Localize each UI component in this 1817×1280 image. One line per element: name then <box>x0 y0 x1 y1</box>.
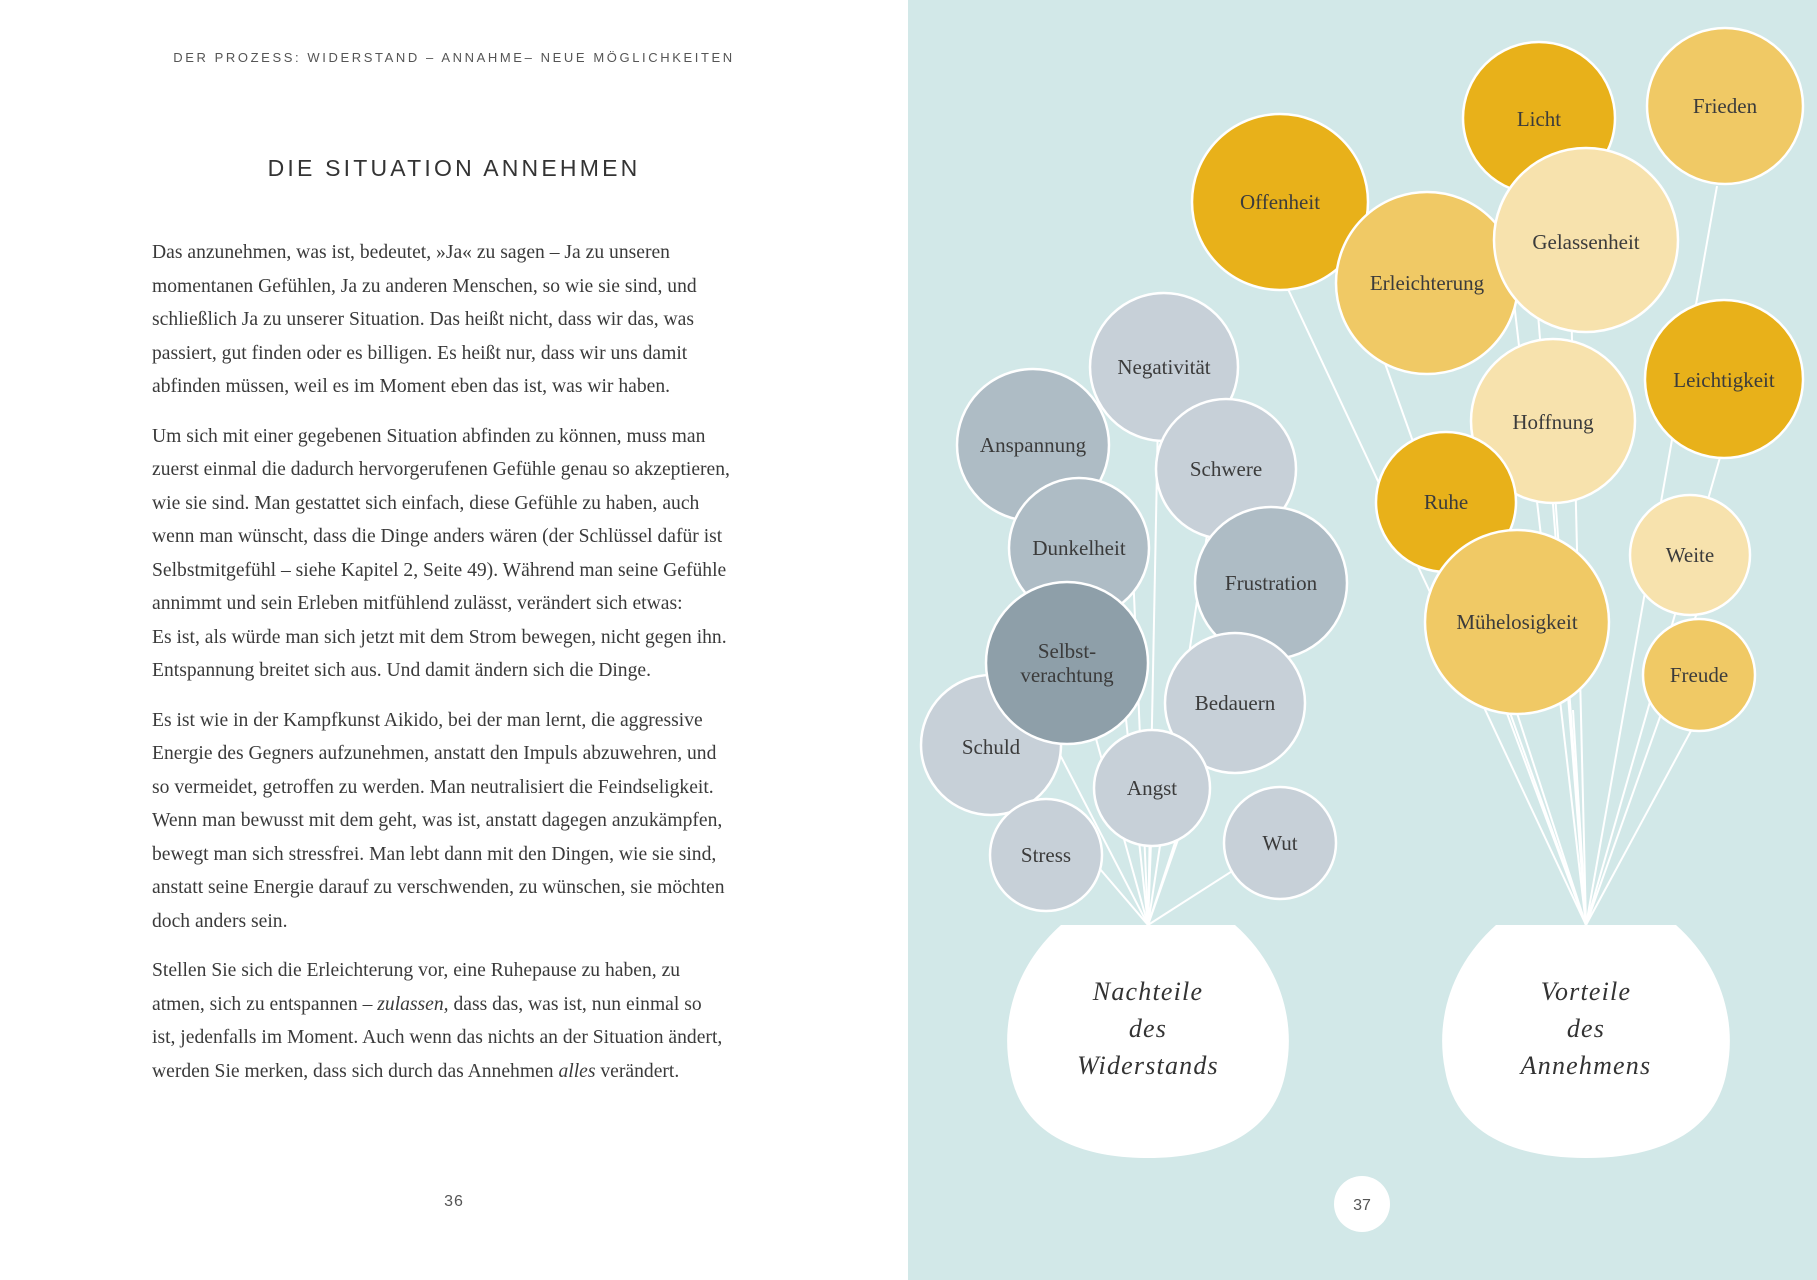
bubble-label: Ruhe <box>1423 490 1469 514</box>
paragraph-4 <box>152 954 762 1088</box>
bubble-wut <box>1224 787 1336 899</box>
bubble-muehelosigkeit <box>1425 530 1609 714</box>
text-line: passiert, gut finden oder es billigen. Es heißt nur, dass wir uns damit <box>152 342 688 364</box>
vase-right <box>1442 925 1730 1158</box>
text-run: verändert. <box>595 1060 680 1082</box>
bubble-label: Stress <box>1020 843 1072 867</box>
text-line <box>152 1055 762 1089</box>
text-line: Um sich mit einer gegebenen Situation abfinden zu können, muss man <box>152 425 706 447</box>
bubble-stress <box>990 799 1102 911</box>
bubble-label: Erleichterung <box>1369 271 1485 295</box>
balloon-illustration <box>908 0 1817 1280</box>
bubble-leichtigkeit <box>1645 300 1803 458</box>
bubble-label: Freude <box>1669 663 1729 687</box>
paragraph-3 <box>152 704 762 939</box>
bubble-label: Schwere <box>1189 457 1263 481</box>
text-line: Wenn man bewusst mit dem geht, was ist, anstatt dagegen anzukämpfen, <box>152 810 723 831</box>
bubble-freude <box>1643 619 1755 731</box>
bubble-label: Angst <box>1126 776 1178 800</box>
vase-left <box>1007 925 1289 1158</box>
bubble-selbstverachtung <box>986 582 1148 744</box>
vase-left-line-3: Widerstands <box>1077 1051 1219 1080</box>
bubble-label-line-1: Selbst- <box>1037 639 1097 663</box>
bubble-label: Mühelosigkeit <box>1456 610 1578 634</box>
emphasis: alles <box>558 1060 596 1082</box>
text-line: Entspannung breitet sich aus. Und damit ändern sich die Dinge. <box>152 660 651 681</box>
page-number-right <box>1334 1176 1390 1232</box>
text-run: werden Sie merken, dass sich durch das Annehmen <box>152 1060 559 1082</box>
bubble-erleichterung <box>1336 192 1518 374</box>
bubble-label: Frustration <box>1224 571 1318 595</box>
page-number-text: 37 <box>1353 1197 1371 1214</box>
text-line <box>152 988 762 1022</box>
vase-right-line-2: des <box>1566 1014 1606 1043</box>
bubble-label: Hoffnung <box>1512 410 1594 434</box>
text-line: annimmt und sein Erleben mitfühlend zulässt, verändert sich etwas: <box>152 593 683 614</box>
text-line: momentanen Gefühlen, Ja zu anderen Menschen, so wie sie sind, und <box>152 275 697 297</box>
body-text <box>152 236 762 1104</box>
emphasis: zulassen, <box>377 993 449 1015</box>
text-line: ist, jedenfalls im Moment. Auch wenn das nichts an der Situation ändert, <box>152 1027 723 1048</box>
text-line: bewegt man sich stressfrei. Man lebt dann mit den Dingen, wie sie sind, <box>152 843 717 865</box>
bubble-angst <box>1094 730 1210 846</box>
bubble-label: Schuld <box>961 735 1021 759</box>
text-line: Selbstmitgefühl – siehe Kapitel 2, Seite 49). Während man seine Gefühle <box>152 559 727 581</box>
bubble-gelassenheit <box>1494 148 1678 332</box>
bubble-label: Anspannung <box>979 433 1087 457</box>
text-line: wenn man wünscht, dass die Dinge anders wären (der Schlüssel dafür ist <box>152 526 723 547</box>
vase-right-line-3: Annehmens <box>1520 1051 1652 1080</box>
bubble-frieden <box>1647 28 1803 184</box>
bubble-label: Offenheit <box>1239 190 1321 214</box>
vase-left-line-1: Nachteile <box>1092 977 1204 1006</box>
left-page <box>0 0 908 1280</box>
text-line: schließlich Ja zu unserer Situation. Das heißt nicht, dass wir das, was <box>152 309 694 330</box>
text-line: zuerst einmal die dadurch hervorgerufenen Gefühle genau so akzeptieren, <box>152 459 730 480</box>
bubble-label: Leichtigkeit <box>1673 368 1775 392</box>
text-line: Es ist wie in der Kampfkunst Aikido, bei der man lernt, die aggressive <box>152 709 703 731</box>
vase-left-line-2: des <box>1128 1014 1168 1043</box>
text-line: wie sie sind. Man gestattet sich einfach, diese Gefühle zu haben, auch <box>152 492 700 514</box>
bubble-label: Gelassenheit <box>1532 230 1640 254</box>
bubble-label: Wut <box>1262 831 1298 855</box>
text-run: atmen, sich zu entspannen – <box>152 993 378 1015</box>
bubble-weite <box>1630 495 1750 615</box>
right-page <box>908 0 1817 1280</box>
paragraph-1 <box>152 236 762 404</box>
bubble-label: Licht <box>1516 107 1562 131</box>
text-run: dass das, was ist, nun einmal so <box>448 993 702 1015</box>
paragraph-2 <box>152 420 762 688</box>
bubble-label: Dunkelheit <box>1032 536 1126 560</box>
text-line: doch anders sein. <box>152 910 288 932</box>
bubble-label: Negativität <box>1117 355 1211 379</box>
bubble-label: Frieden <box>1692 94 1758 118</box>
text-line: Das anzunehmen, was ist, bedeutet, »Ja« zu sagen – Ja zu unseren <box>152 242 670 263</box>
text-line: so vermeidet, getroffen zu werden. Man neutralisiert die Feindseligkeit. <box>152 776 714 798</box>
bubble-label: Bedauern <box>1194 691 1276 715</box>
bubble-label-line-2: verachtung <box>1020 663 1114 687</box>
bubble-label: Weite <box>1665 543 1715 567</box>
text-line: abfinden müssen, weil es im Moment eben das ist, was wir haben. <box>152 376 671 397</box>
text-line: Stellen Sie sich die Erleichterung vor, eine Ruhepause zu haben, zu <box>152 960 681 981</box>
page-number-left: 36 <box>444 1193 464 1210</box>
text-line: anstatt seine Energie darauf zu verschwenden, zu wünschen, sie möchten <box>152 877 725 898</box>
running-head: DER PROZESS: WIDERSTAND – ANNAHME– NEUE MÖGLICHKEITEN <box>173 50 735 65</box>
text-line: Energie des Gegners aufzunehmen, anstatt den Impuls abzuwehren, und <box>152 743 717 764</box>
text-line: Es ist, als würde man sich jetzt mit dem Strom bewegen, nicht gegen ihn. <box>152 626 727 648</box>
chapter-title: DIE SITUATION ANNEHMEN <box>267 155 641 181</box>
vase-right-line-1: Vorteile <box>1540 977 1632 1006</box>
